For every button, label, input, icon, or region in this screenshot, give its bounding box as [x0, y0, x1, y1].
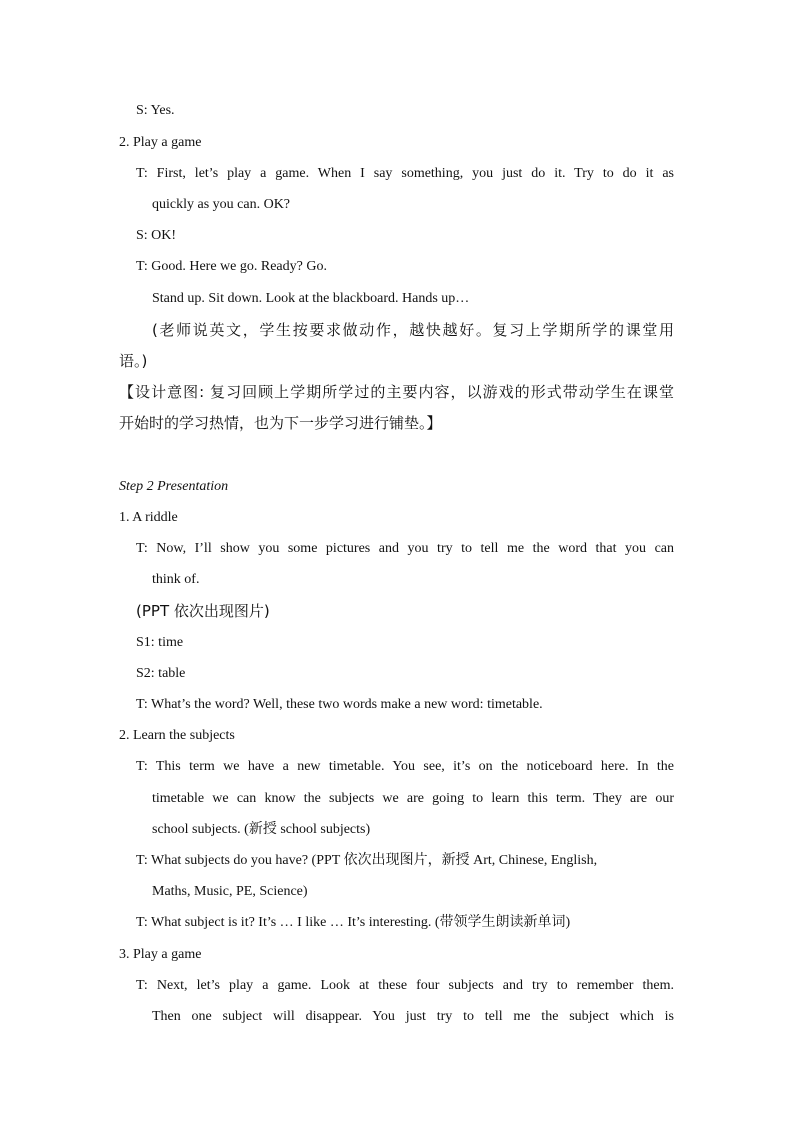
dialogue-line: T: Next, let’s play a game. Look at these four subjects and try to remember them.: [136, 978, 674, 993]
teacher-note: (老师说英文，学生按要求做动作，越快越好。复习上学期所学的课堂用: [152, 321, 674, 339]
teacher-note: (PPT 依次出现图片): [136, 602, 270, 620]
dialogue-line: T: First, let’s play a game. When I say something, you just do it. Try to do it as: [136, 166, 674, 181]
step-heading: Step 2 Presentation: [119, 479, 229, 494]
dialogue-line: T: What subjects do you have? (PPT 依次出现图片，新授 Art, Chinese, English,: [136, 853, 598, 868]
dialogue-line-continuation: timetable we can know the subjects we are going to learn this term. They are our: [152, 791, 674, 806]
dialogue-line: T: What’s the word? Well, these two words make a new word: timetable.: [136, 697, 543, 712]
dialogue-line-continuation: think of.: [152, 572, 200, 587]
dialogue-line: S1: time: [136, 635, 184, 650]
dialogue-line: S: Yes.: [136, 103, 175, 118]
dialogue-line-continuation: quickly as you can. OK?: [152, 197, 291, 212]
dialogue-line-continuation: Stand up. Sit down. Look at the blackboard. Hands up…: [152, 291, 470, 306]
dialogue-line: S: OK!: [136, 228, 177, 243]
dialogue-line-continuation: Maths, Music, PE, Science): [152, 884, 308, 899]
design-intent-note-continuation: 开始时的学习热情，也为下一步学习进行铺垫。】: [119, 414, 442, 432]
dialogue-line-continuation: Then one subject will disappear. You just try to tell me the subject which is: [152, 1009, 674, 1024]
numbered-heading: 2. Play a game: [119, 135, 202, 150]
dialogue-line: T: This term we have a new timetable. You see, it’s on the noticeboard here. In the: [136, 759, 674, 774]
teacher-note-continuation: 语。): [119, 352, 148, 370]
dialogue-line-continuation: school subjects. (新授 school subjects): [152, 822, 371, 837]
numbered-heading: 2. Learn the subjects: [119, 728, 235, 743]
dialogue-line: T: Now, I’ll show you some pictures and you try to tell me the word that you can: [136, 541, 674, 556]
numbered-heading: 1. A riddle: [119, 510, 178, 525]
dialogue-line: T: Good. Here we go. Ready? Go.: [136, 259, 327, 274]
dialogue-line: S2: table: [136, 666, 186, 681]
dialogue-line: T: What subject is it? It’s … I like … It’s interesting. (带领学生朗读新单词): [136, 915, 571, 930]
design-intent-note: 【设计意图: 复习回顾上学期所学过的主要内容，以游戏的形式带动学生在课堂: [119, 383, 674, 401]
numbered-heading: 3. Play a game: [119, 947, 202, 962]
